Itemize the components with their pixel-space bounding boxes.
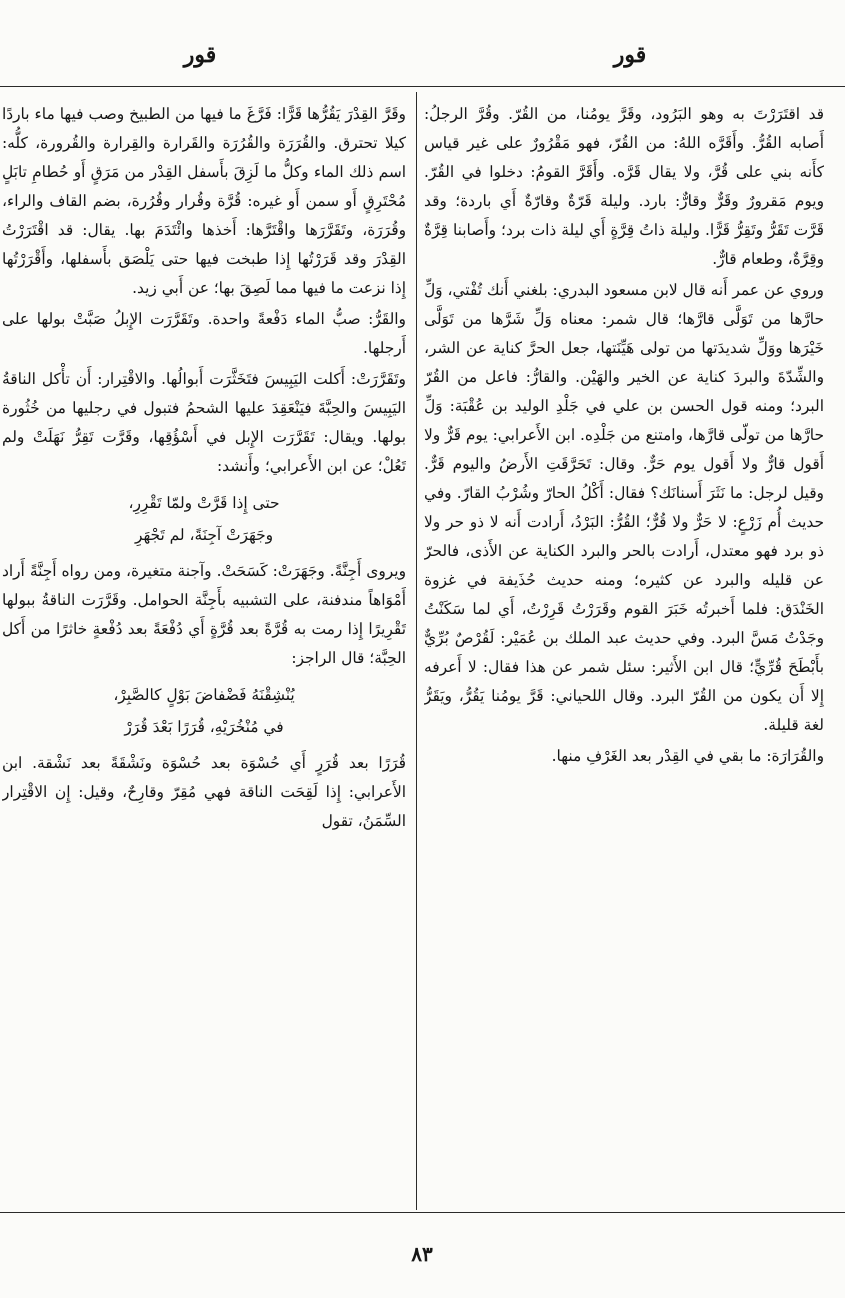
paragraph: ويروى أَجِنَّةً. وجَهَرَتْ: كَسَحَتْ. وآجنة متغيرة، ومن رواه أَجِنَّةً أَراد أَمْوَاهاً مندفنة، على التشبيه بأَجِنَّة الحوامل. وقَرَّرَت الناقةُ ببولها تَقْرِيرًا إِذا رمت به قُرَّةً بعد قُرَّةٍ أَي دُفْعَةً بعد دُفْعةٍ خاثرًا من أَكل الحِبَّة؛ قال الراجز:: [2, 562, 406, 667]
column-divider: [416, 92, 417, 1210]
running-header-right: قور: [613, 42, 647, 68]
running-header-left: قور: [183, 42, 217, 68]
paragraph: والقَرُّ: صبُّ الماء دَفْعةً واحدة. وتَقَرَّرَت الإِبلُ صَبَّتْ بولها على أَرجلها.: [2, 310, 406, 357]
header-rule: [0, 86, 845, 87]
page-number: ٨٣: [411, 1242, 433, 1266]
paragraph: قُرَرًا بعد قُرَرٍ أَي حُسْوَة بعد حُسْوَة ونَشْقَةً بعد نَشْقة. ابن الأَعرابي: إِذا لَقِحَت الناقة فهي مُقِرّ وقارِحٌ، وقيل: إِن الاقْتِرار السِّمَنُ، تقول: [2, 754, 406, 830]
poetry-verse: [2, 487, 406, 551]
paragraph: وتَقَرَّرَتْ: أَكلت اليَبِيسَ فتَخَثَّرَت أَبوالُها. والاقْتِرار: أَن تأْكل الناقةُ اليَبِيسَ والحِبَّةَ فيَنْعَقِدَ عليها الشحمُ فتبول في رجليها من خُثُورة بولها. ويقال: تَقَرَّرَت الإِبل في أَسْؤُقِها، وقَرَّت تَقِرُّ نَهَلَتْ ولم تَعُلْ؛ عن ابن الأَعرابي؛ وأَنشد:: [2, 370, 406, 475]
verse-line: يُنْشِقْنَهُ فَضْفاضَ بَوْلٍ كالصَّبِرْ،: [113, 686, 295, 704]
paragraph: وقَرَّ القِدْرَ يَقُرُّها قَرًّا: فَرَّغَ ما فيها من الطبيخ وصب فيها ماء باردًا كيلا تحترق. والقُرَرَة والقُرُرَة والقَرارة والقِرارة والقُرورة، كلُّه: اسم ذلك الماء وكلُّ ما لَزِقَ بأَسفل القِدْر من مَرَقٍ أَو حُطامِ تابَلٍ مُحْتَرِقٍ أَو سمن أَو غيره: قُرَّة وقُرار وقُرُرة، بضم القاف والراء، وقُرَرَة، وتَقَرَّرَها واقْتَرَّها: أَخذها وائْتَدَمَ بها. يقال: قد اقْتَرَرْتُ القِدْرَ وقد قَرَرْتُها إِذا طبخت فيها حتى يَلْصَق بأَسفلها، وأَقْرَرْتُها إِذا نزعت ما فيها مما لَصِقَ بها؛ عن أَبي زيد.: [2, 105, 406, 297]
footer-rule: [0, 1212, 845, 1213]
paragraph: والقُرَارَة: ما بقي في القِدْر بعد الغَرْفِ منها.: [551, 747, 824, 765]
poetry-verse: [2, 679, 406, 743]
verse-line: وجَهَرَتْ آجِنَةً، لم تَجْهَرِ: [134, 526, 274, 544]
verse-line: في مُنْخُرَيْهِ، قُرَرًا بَعْدَ قُرَرْ: [124, 718, 284, 736]
verse-line: حتى إِذا قَرَّتْ ولمّا تَقْرِرِ،: [128, 494, 280, 512]
right-column: [424, 100, 824, 1210]
paragraph: قد اقتَرَرْتَ به وهو البَرُود، وقَرَّ يومُنا، من القُرّ. وقُرَّ الرجلُ: أَصابه القُرُّ. وأَقَرَّه اللهُ: من القُرّ، فهو مَقْرُورٌ على غير قياس كأَنه بني على قُرَّ، ولا يقال قَرَّه. وأَقَرَّ القومُ: دخلوا في القُرّ. ويوم مَقرورٌ وقَرٌّ وقارٌّ: بارد. وليلة قَرّةٌ وقارّةٌ أَي باردة؛ وقد قَرَّت تَقَرُّ وتَقِرُّ قَرًّا. وليلة ذاتُ قِرَّةٍ أَي ليلة ذات برد؛ وأَصابنا قِرَّةٌ وقِرَّةٌ، وطعام قارٌّ.: [424, 105, 824, 268]
paragraph: وروي عن عمر أَنه قال لابن مسعود البدري: بلغني أَنك تُفْتي، وَلِّ حارَّها من تَوَلَّى قارَّها؛ قال شمر: معناه وَلِّ شَرَّها من تَوَلَّى خَيْرَها ووَلِّ شديدَتها من تولى هَيِّنَتها، جعل الحرَّ كناية عن الشر، والشِّدّةَ والبردَ كناية عن الخير والهَيْن. والقارُّ: فاعل من القُرّ البرد؛ ومنه قول الحسن بن علي في جَلْدِ الوليد بن عُقْبَة: وَلِّ حارَّها من تولّى قارَّها، وامتنع من جَلْدِه. ابن الأَعرابي: يوم قَرٌّ ولا أَقول قارٌّ ولا أَقول يوم حَرٌّ. وقال: تَحَرَّقَتِ الأَرضُ واليوم قَرٌّ. وقيل لرجل: ما نَثَرَ أَسنانَك؟ فقال: أَكْلُ الحارّ وشُرْبُ القارّ. وفي حديث أُم زَرْعٍ: لا حَرٌّ ولا قُرٌّ؛ القُرُّ: البَرْدُ، أَرادت أَنه لا ذو حر ولا ذو برد فهو معتدل، أَرادت بالحر والبرد الكناية عن الأَذى، فالحرّ عن قليله والبرد عن كثيره؛ ومنه حديث حُذَيفة في غزوة الخَنْدَق: فلما أَخبرتُه خَبَرَ القوم وقَرَرْتُ قَرِرْتُ، أَي لما سَكَنْتُ وجَدْتُ مَسَّ البرد. وفي حديث عبد الملك بن عُمَيْر: لَقُرْصٌ بُرِّيٌّ بأَبْطَحَ قُرِّيٍّ؛ قال ابن الأَثير: سئل شمر عن هذا فقال: لا أَعرفه إِلا أَن يكون من القُرّ البرد. وقال اللحياني: قَرَّ يومُنا يَقُرُّ، ويَقَرُّ لغة قليلة.: [424, 281, 824, 734]
left-column: [2, 100, 406, 1210]
